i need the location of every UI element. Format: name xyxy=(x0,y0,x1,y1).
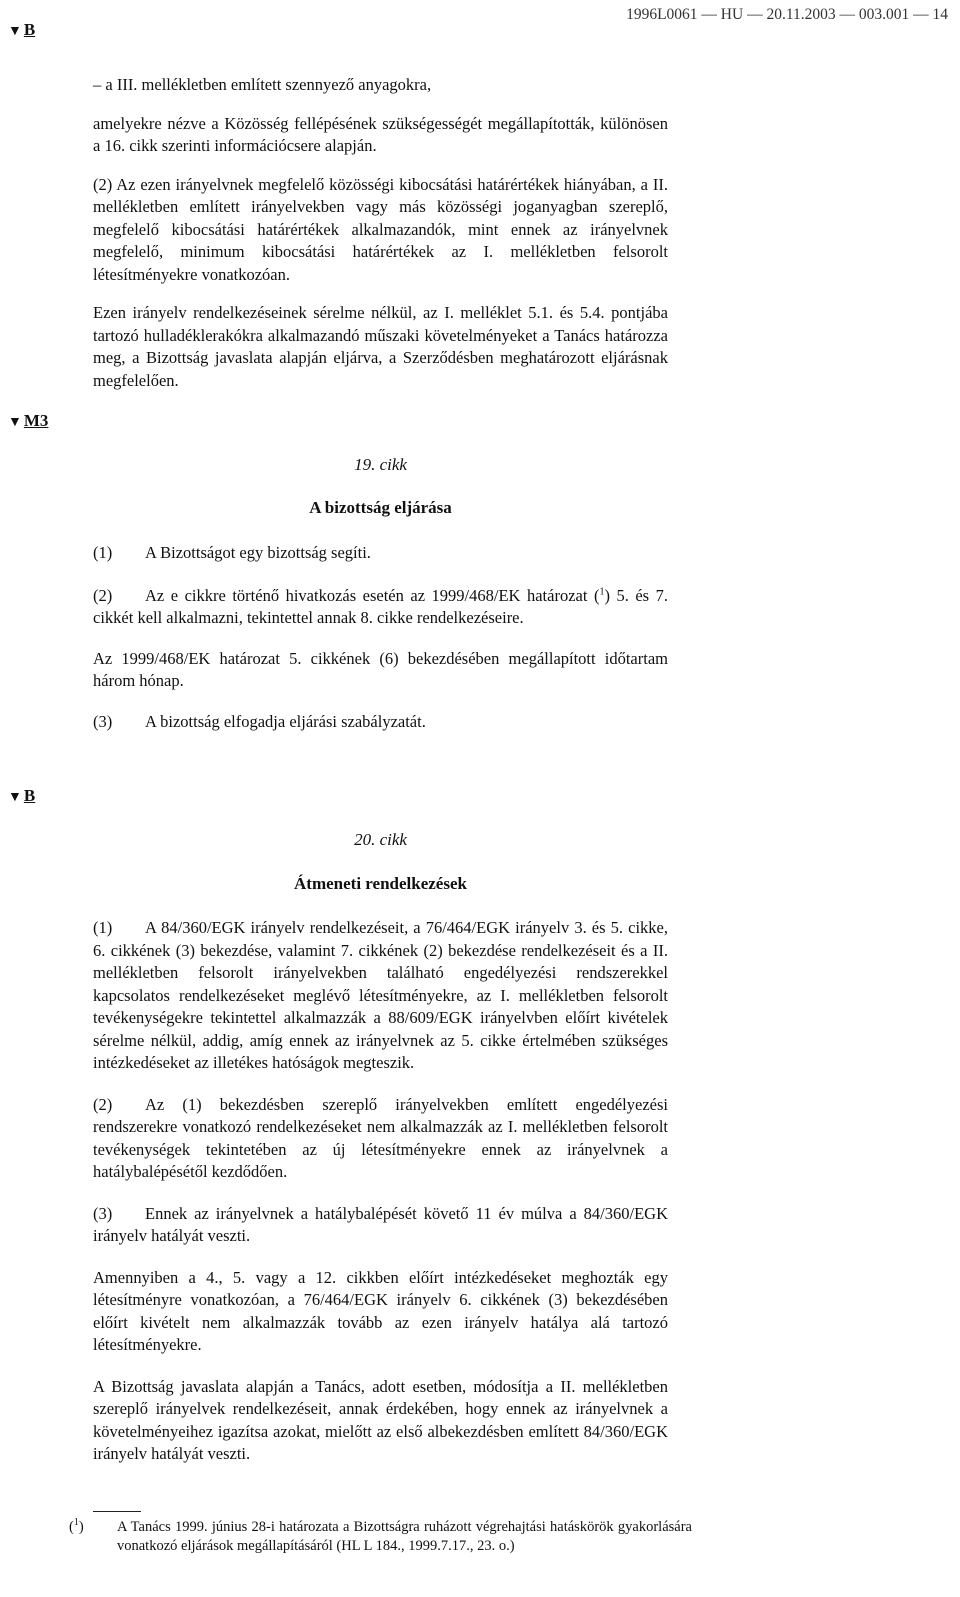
article-title: A bizottság eljárása xyxy=(309,498,452,517)
footnote-text: A Tanács 1999. június 28-i határozata a Bizottságra ruházott végrehajtási hatáskörök gyakorlására vonatkozó eljárások megállapításáról (HL L 184., 1999.7.17., 23. o.) xyxy=(117,1519,692,1554)
article-number: 20. cikk xyxy=(354,830,407,849)
paragraph: amelyekre nézve a Közösség fellépésének szükségességét megállapították, különösen a 16. cikk szerinti információcsere alapján. xyxy=(93,113,668,155)
marker-label: M3 xyxy=(23,411,49,430)
paragraph-number: (2) xyxy=(93,1094,113,1114)
paragraph: (1) A Bizottságot egy bizottság segíti. xyxy=(93,542,668,565)
article-19-body xyxy=(93,542,668,733)
paragraph: Amennyiben a 4., 5. vagy a 12. cikkben előírt intézkedéseket meghozták egy létesítményre vonatkozóan, a 76/464/EGK irányelv 6. cikkének (3) bekezdésében előírt kivételt nem alkalmazzák tovább az ezen irányelv hatálya alá tartozó létesítményekre. xyxy=(93,1267,668,1354)
article-20-body xyxy=(93,917,668,1466)
paragraph: (1) A 84/360/EGK irányelv rendelkezéseit, a 76/464/EGK irányelv 3. és 5. cikke, 6. cikkének (3) bekezdése, valamint 7. cikkének (2) bekezdése rendelkezéseit és a II. mellékletben felsorolt irányelvekben található engedélyezési rendszerekkel kapcsolatos rendelkezéseket meglévő létesítményekre, az I. mellékletben felsorolt tevékenységekre tekintettel alkalmazzák a 88/609/EGK irányelvben előírt kivételek sérelme nélkül, addig, amíg ennek az irányelvnek az 5. cikke értelmében szükséges intézkedéseket az illetékes hatóságok megteszik. xyxy=(93,918,668,1072)
paragraph: Ezen irányelv rendelkezéseinek sérelme nélkül, az I. melléklet 5.1. és 5.4. pontjába tartozó hulladéklerakókra alkalmazandó műszaki követelményeket a Tanács határozza meg, a Bizottság javaslata alapján eljárva, a Szerződésben meghatározott eljárásnak megfelelően. xyxy=(93,303,668,390)
triangle-down-icon: ▼ xyxy=(8,24,22,39)
footnote-ref[interactable]: 1 xyxy=(599,586,605,597)
paragraph: (2) Az e cikkre történő hivatkozás esetén az 1999/468/EK határozat ($^1$) 5. és 7. cikkét kell alkalmazni, tekintettel annak 8. cikke rendelkezéseire. xyxy=(93,585,668,627)
article-number: 19. cikk xyxy=(354,455,407,474)
marker-label: B xyxy=(23,20,36,39)
paragraph-number: (2) xyxy=(93,585,113,605)
paragraph-number: (3) xyxy=(93,711,113,731)
amendment-marker-m3[interactable] xyxy=(8,411,48,431)
footnote-marker: ($^1$) xyxy=(69,1517,84,1535)
paragraph: (2) Az ezen irányelvnek megfelelő közösségi kibocsátási határértékek hiányában, a II. mellékletben említett irányelvekben vagy más közösségi joganyagban szereplő, megfelelő kibocsátási határértékek alkalmazandók, mint ennek az irányelvnek megfelelő, minimum kibocsátási határértékek az I. mellékletben felsorolt létesítményekre vonatkozóan. xyxy=(93,174,668,284)
paragraph: (3) Ennek az irányelvnek a hatálybalépését követő 11 év múlva a 84/360/EGK irányelv hatályát veszti. xyxy=(93,1203,668,1245)
paragraph: (2) Az (1) bekezdésben szereplő irányelvekben említett engedélyezési rendszerekre vonatkozó rendelkezéseket nem alkalmazzák az I. mellékletben felsorolt tevékenységek tekintetében az új létesítményekre ennek az irányelvnek a hatálybalépésétől kezdődően. xyxy=(93,1094,668,1181)
paragraph-number: (1) xyxy=(93,918,113,937)
amendment-marker-b[interactable] xyxy=(8,786,35,806)
triangle-down-icon: ▼ xyxy=(8,415,22,430)
amendment-marker-b[interactable] xyxy=(8,20,35,40)
marker-label: B xyxy=(23,786,36,805)
article-title: Átmeneti rendelkezések xyxy=(294,874,467,893)
footnote xyxy=(69,1517,692,1556)
paragraph: A Bizottság javaslata alapján a Tanács, adott esetben, módosítja a II. mellékletben szereplő irányelvek rendelkezéseit, annak érdekében, hogy ennek az irányelvnek a követelményeihez igazítsa azokat, mielőtt az első albekezdésben említett 84/360/EGK irányelv hatályát veszti. xyxy=(93,1376,668,1463)
footnote-separator xyxy=(93,1511,141,1512)
paragraph: (3) A bizottság elfogadja eljárási szabályzatát. xyxy=(93,711,668,734)
paragraph-number: (1) xyxy=(93,543,113,562)
list-item: – a III. mellékletben említett szennyező anyagokra, xyxy=(93,75,432,94)
paragraph: Az 1999/468/EK határozat 5. cikkének (6) bekezdésében megállapított időtartam három hónap. xyxy=(93,648,668,690)
text-block-1 xyxy=(93,74,668,392)
document-header: 1996L0061 — HU — 20.11.2003 — 003.001 — 14 xyxy=(626,6,948,23)
triangle-down-icon: ▼ xyxy=(8,790,22,805)
paragraph-number: (3) xyxy=(93,1203,113,1223)
